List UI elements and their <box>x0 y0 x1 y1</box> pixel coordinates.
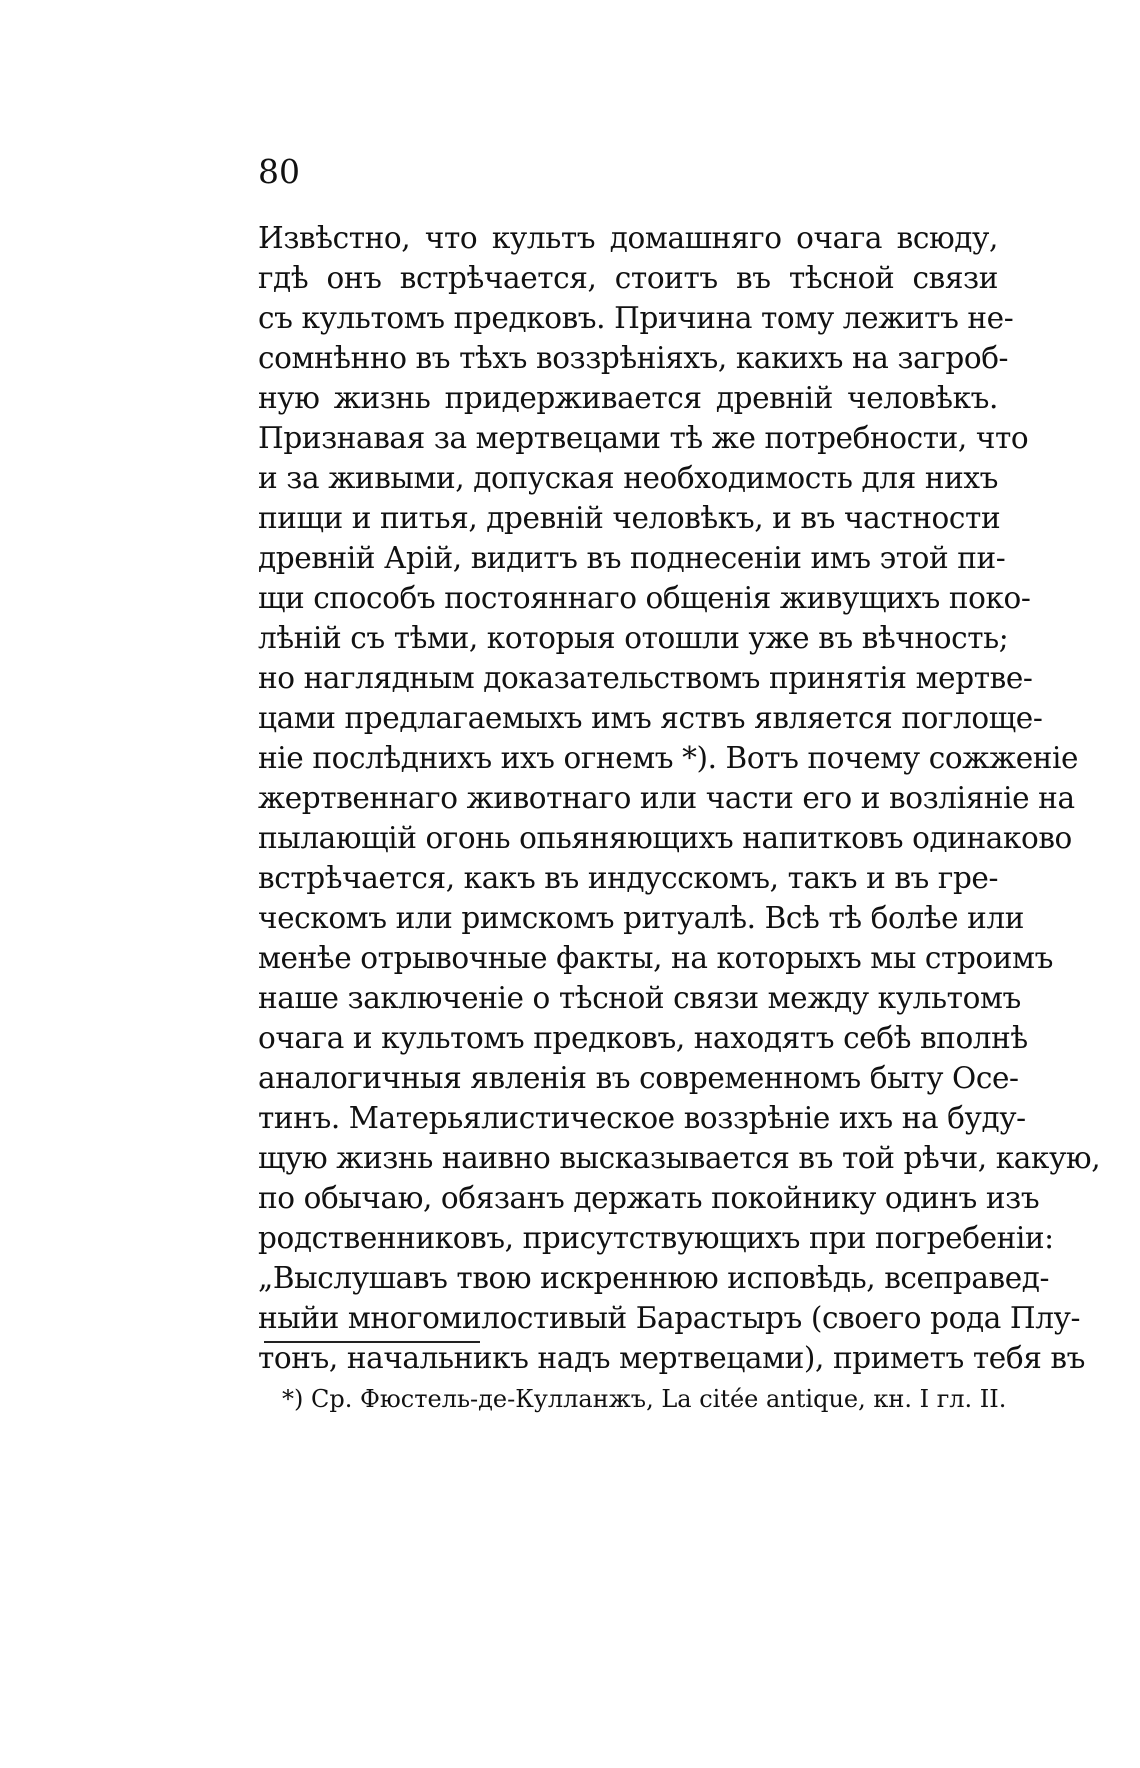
text-line: щую жизнь наивно высказывается въ той рѣчи, какую, <box>258 1141 1101 1175</box>
text-line: гдѣ онъ встрѣчается, стоитъ въ тѣсной связи <box>258 261 998 295</box>
text-line: аналогичныя явленія въ современномъ быту Осе- <box>258 1061 1019 1095</box>
text-line: менѣе отрывочные факты, на которыхъ мы строимъ <box>258 941 1053 975</box>
text-line: Извѣстно, что культъ домашняго очага всюду, <box>258 221 998 255</box>
text-line: жертвеннаго животнаго или части его и возліяніе на <box>258 781 1075 815</box>
text-line: тонъ, начальникъ надъ мертвецами), приметъ тебя въ <box>258 1341 1085 1375</box>
text-line: и за живыми, допуская необходимость для нихъ <box>258 461 998 495</box>
text-line: „Выслушавъ твою искреннюю исповѣдь, всеправед- <box>258 1261 1050 1295</box>
text-line: но наглядным доказательствомъ принятія мертве- <box>258 661 1033 695</box>
text-line: наше заключеніе о тѣсной связи между культомъ <box>258 981 1021 1015</box>
text-line: лѣній съ тѣми, которыя отошли уже въ вѣчность; <box>258 621 1009 655</box>
text-line: пищи и питья, древній человѣкъ, и въ частности <box>258 501 1001 535</box>
text-line: щи способъ постояннаго общенія живущихъ поко- <box>258 581 1031 615</box>
text-line: пылающій огонь опьяняющихъ напитковъ одинаково <box>258 821 1072 855</box>
text-line: встрѣчается, какъ въ индусскомъ, такъ и въ гре- <box>258 861 999 895</box>
text-line: древній Арій, видитъ въ поднесеніи имъ этой пи- <box>258 541 1006 575</box>
text-line: цами предлагаемыхъ имъ яствъ является поглоще- <box>258 701 1043 735</box>
text-line: тинъ. Матерьялистическое воззрѣніе ихъ на буду- <box>258 1101 1026 1135</box>
text-line: сомнѣнно въ тѣхъ воззрѣніяхъ, какихъ на загроб- <box>258 341 1009 375</box>
text-line: ческомъ или римскомъ ритуалѣ. Всѣ тѣ болѣе или <box>258 901 1025 935</box>
text-line: очага и культомъ предковъ, находятъ себѣ вполнѣ <box>258 1021 1028 1055</box>
body-text <box>258 218 1101 1378</box>
text-line: ныйи многомилостивый Барастыръ (своего рода Плу- <box>258 1301 1081 1335</box>
text-line: съ культомъ предковъ. Причина тому лежитъ не- <box>258 301 1014 335</box>
text-line: по обычаю, обязанъ держать покойнику одинъ изъ <box>258 1181 1040 1215</box>
text-line: Признавая за мертвецами тѣ же потребности, что <box>258 421 1029 455</box>
page-number: 80 <box>258 152 300 191</box>
footnote: *) Ср. Фюстель-де-Кулланжъ, La citée antique, кн. I гл. II. <box>282 1385 1007 1413</box>
text-line: ную жизнь придерживается древній человѣкъ. <box>258 381 998 415</box>
text-line: родственниковъ, присутствующихъ при погребеніи: <box>258 1221 1054 1255</box>
text-line: ніе послѣднихъ ихъ огнемъ *). Вотъ почему сожженіе <box>258 741 1079 775</box>
footnote-separator <box>264 1341 480 1343</box>
